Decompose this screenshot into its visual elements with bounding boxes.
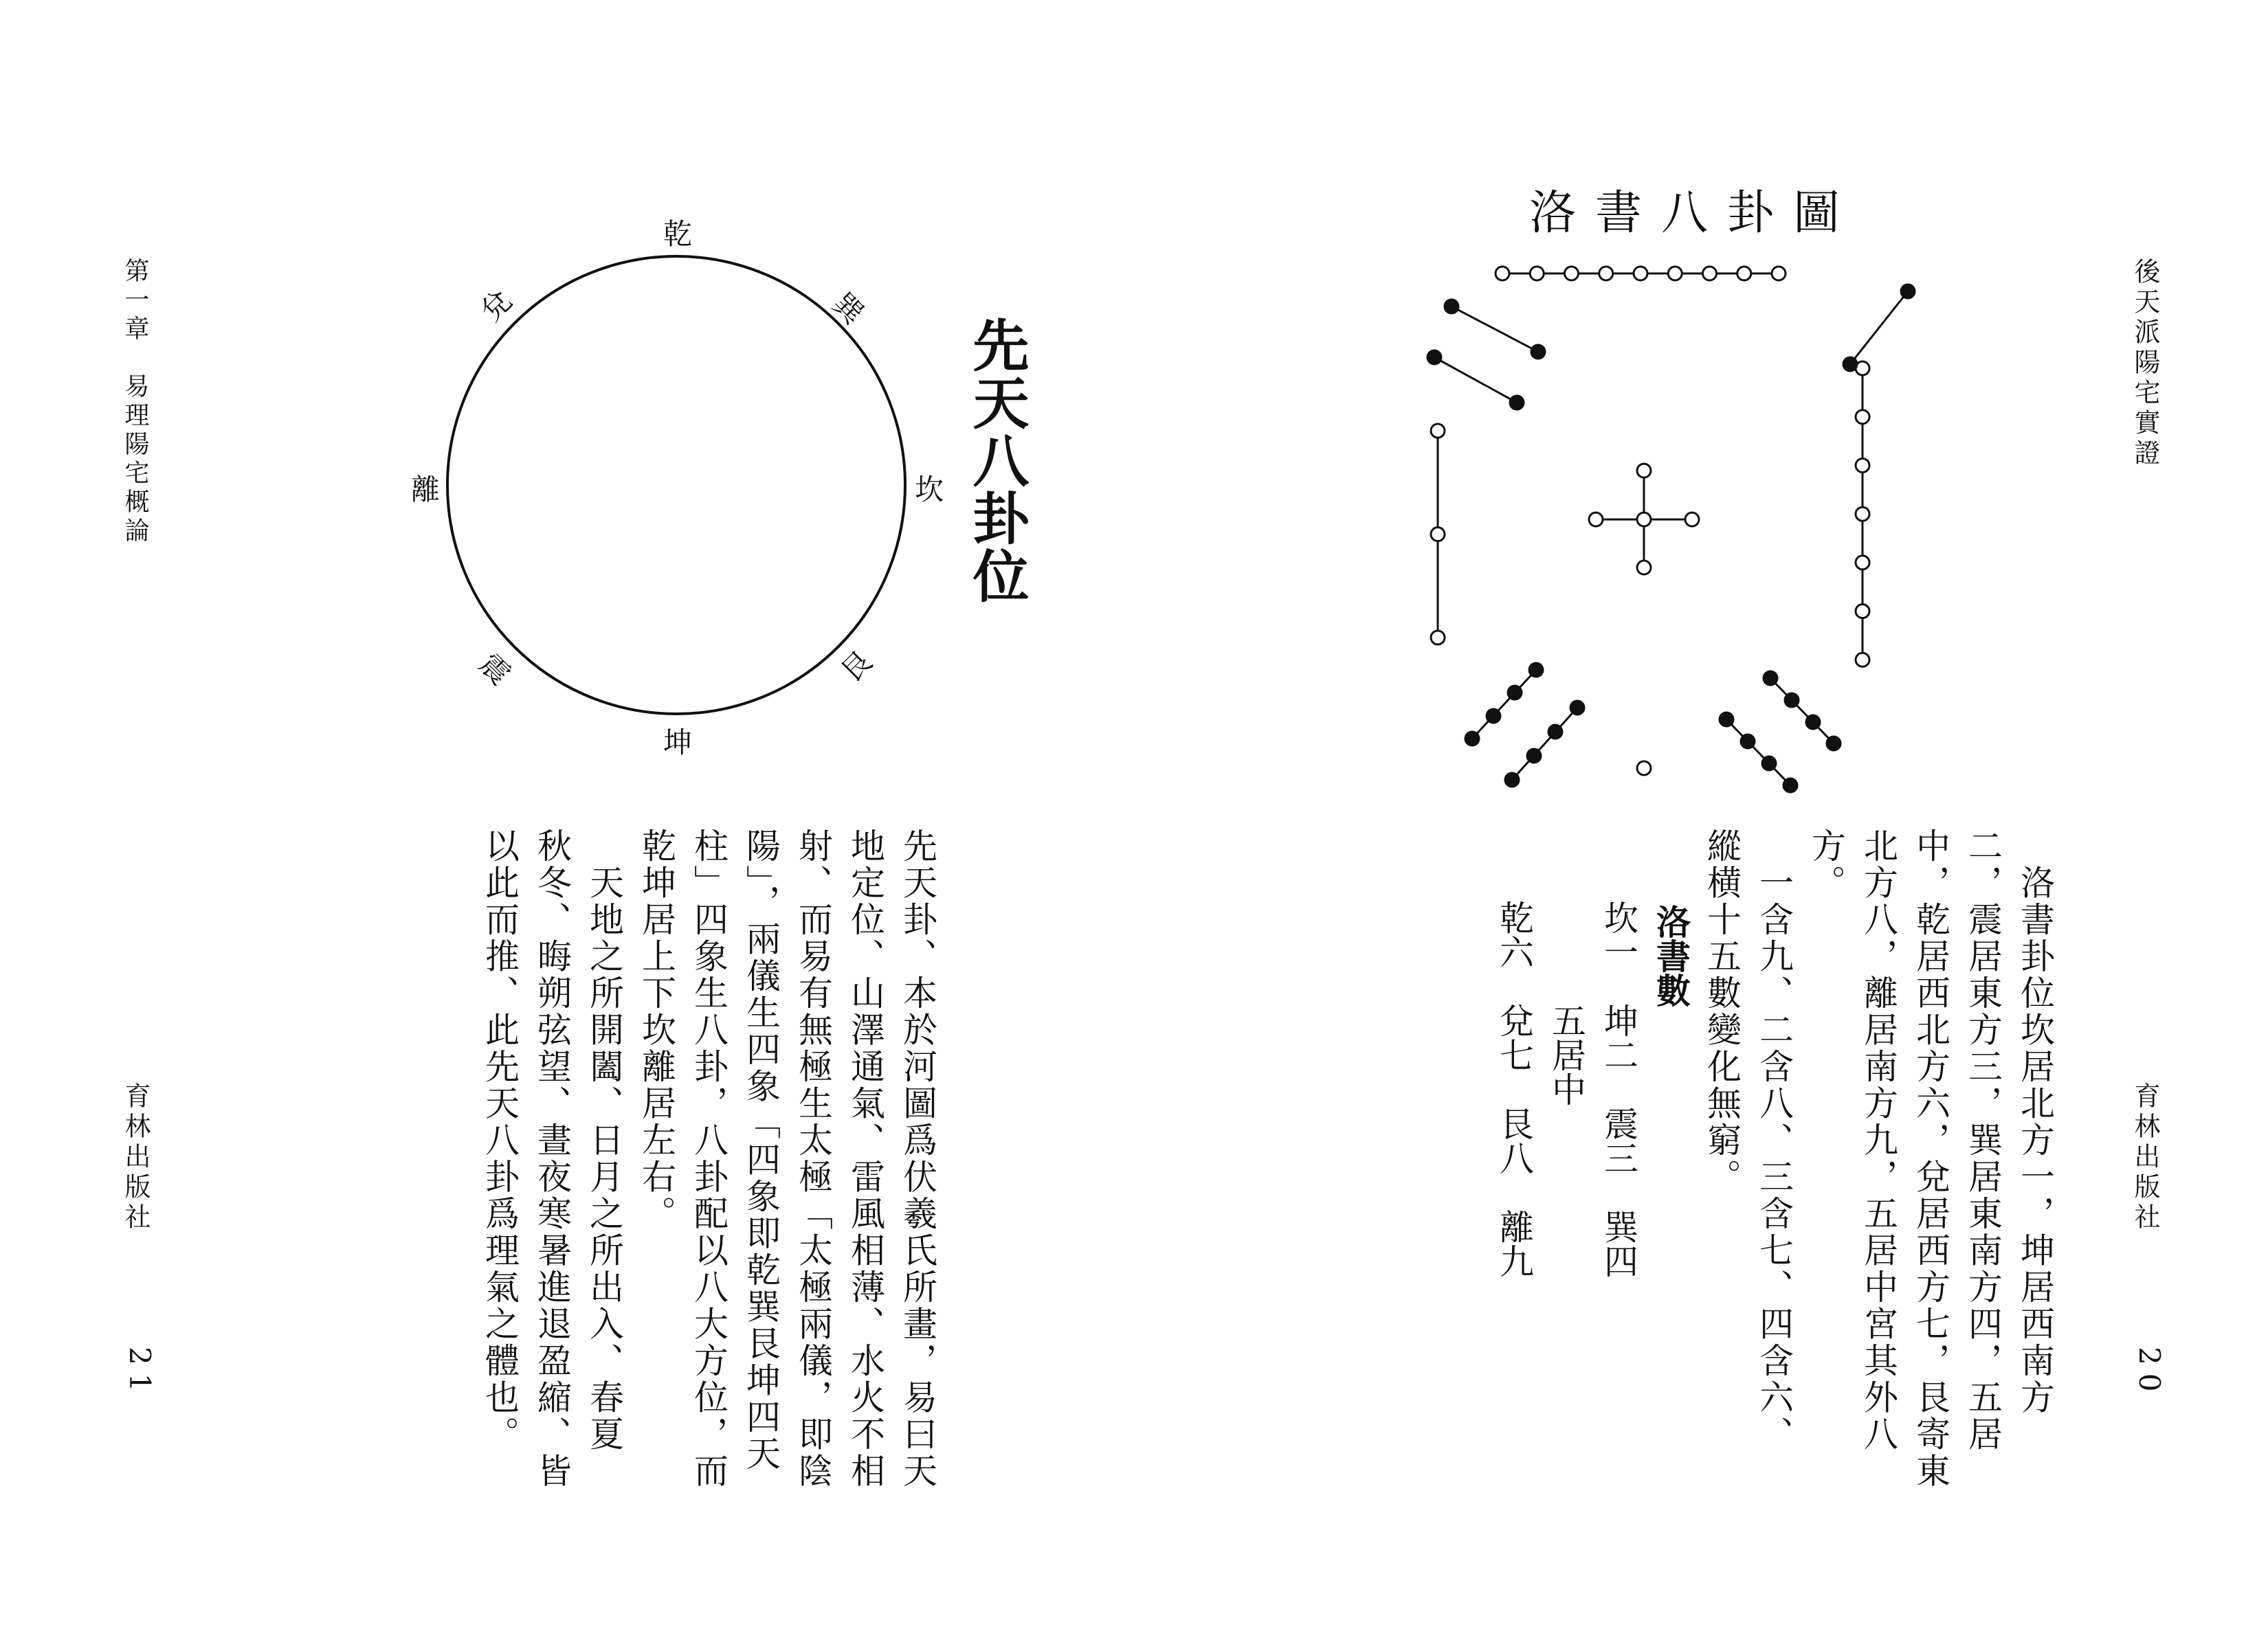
hollow-dot: [1599, 267, 1613, 280]
solid-dot: [1827, 737, 1841, 750]
trigram-gen: 艮: [832, 644, 877, 689]
text-column: 陽」，兩儀生四象「四象即乾巽艮坤四天: [741, 828, 781, 1472]
solid-dot: [1508, 686, 1522, 699]
text-column: 秋冬、晦朔弦望、晝夜寒暑進退盈縮、皆: [532, 828, 572, 1490]
right-page: [1134, 0, 2268, 1638]
hollow-dot: [1856, 605, 1869, 618]
hollow-dot: [1668, 267, 1682, 280]
luoshu-column-3: 乾六 兌七 艮八 離九: [1494, 900, 1534, 1278]
hollow-dot: [1637, 561, 1651, 574]
solid-dot: [1901, 284, 1915, 298]
book-title-header: 後天派陽宅實證: [2130, 258, 2160, 469]
solid-dot: [1427, 350, 1441, 364]
text-column: 天地之所開闔、日月之所出入、春夏: [584, 828, 624, 1453]
hollow-dot: [1530, 267, 1544, 280]
hollow-dot: [1856, 556, 1869, 570]
solid-dot: [1487, 709, 1500, 723]
text-column: 中，乾居西北方六，兌居西方七，艮寄東: [1911, 828, 1950, 1490]
hollow-dot: [1496, 267, 1509, 280]
text-column: 一含九、二含八、三含七、四含六、: [1754, 828, 1794, 1453]
luoshu-diagram: [1134, 0, 2268, 1638]
bagua-circle: [447, 256, 905, 714]
luoshu-column-1: 坎一 坤二 震三 巽四: [1599, 900, 1638, 1278]
chapter-header: 第一章 易理陽宅概論: [121, 258, 149, 546]
text-column: 方。: [1806, 828, 1846, 901]
solid-dot: [1783, 778, 1797, 792]
hollow-dot: [1856, 653, 1869, 666]
text-column: 以此而推、此先天八卦爲理氣之體也。: [480, 828, 520, 1453]
text-column: 二，震居東方三，巽居東南方四，五居: [1963, 828, 2003, 1453]
hollow-dot: [1431, 424, 1445, 438]
trigram-li: 離: [407, 474, 441, 503]
solid-dot: [1806, 715, 1820, 729]
hollow-dot: [1685, 513, 1699, 526]
solid-dot: [1720, 713, 1733, 726]
hollow-dot: [1634, 267, 1647, 280]
text-column: 縱横十五數變化無窮。: [1702, 828, 1742, 1196]
solid-dot: [1510, 396, 1524, 410]
text-column: 柱」四象生八卦，八卦配以八大方位，而: [689, 828, 729, 1490]
solid-dot: [1785, 693, 1799, 707]
solid-dot: [1465, 732, 1479, 745]
hollow-dot: [1856, 458, 1869, 472]
publisher-footer: 育林出版社: [120, 1082, 151, 1233]
text-column: 射、而易有無極生太極「太極兩儀，即陰: [793, 828, 833, 1490]
trigram-qian: 乾: [659, 218, 693, 247]
text-column: 北方八，離居南方九，五居中宮其外八: [1858, 828, 1898, 1453]
solid-dot: [1570, 701, 1584, 715]
solid-dot: [1527, 749, 1541, 763]
hollow-dot: [1737, 267, 1751, 280]
solid-dot: [1764, 671, 1777, 685]
solid-dot: [1531, 345, 1545, 359]
hollow-dot: [1703, 267, 1717, 280]
solid-dot: [1445, 300, 1458, 313]
solid-dot: [1762, 756, 1776, 770]
solid-dot: [1548, 725, 1562, 739]
solid-dot: [1505, 773, 1519, 787]
diagram-title: 洛書八卦圖: [1529, 186, 1860, 240]
luoshu-column-2: 五居中: [1546, 1003, 1586, 1106]
trigram-dui: 兌: [472, 284, 517, 328]
text-column: 地定位、山澤通氣、雷風相薄、水火不相: [845, 828, 885, 1490]
solid-dot: [1741, 734, 1755, 748]
solid-dot: [1843, 357, 1857, 371]
trigram-xun: 巽: [825, 284, 870, 329]
solid-dot: [1529, 663, 1543, 677]
hollow-dot: [1637, 464, 1651, 478]
hollow-dot: [1431, 631, 1445, 644]
hollow-dot: [1772, 267, 1786, 280]
hollow-dot: [1565, 267, 1579, 280]
text-column: 乾坤居上下坎離居左右。: [636, 828, 676, 1233]
hollow-dot: [1431, 528, 1445, 541]
page-number: 21: [123, 1347, 157, 1400]
diagram-title: 先天八卦位: [964, 316, 1029, 605]
hollow-dot: [1589, 513, 1603, 526]
hollow-dot: [1856, 410, 1869, 424]
luoshu-heading: 洛書數: [1651, 904, 1691, 1007]
text-column: 洛書卦位坎居北方一，坤居西南方: [2015, 828, 2055, 1416]
trigram-zhen: 震: [472, 645, 517, 690]
trigram-kan: 坎: [911, 474, 944, 503]
hollow-dot: [1856, 507, 1869, 521]
publisher-footer: 育林出版社: [2130, 1082, 2160, 1233]
hollow-dot: [1637, 513, 1651, 526]
text-column: 先天卦、本於河圖爲伏羲氏所畫，易曰天: [898, 828, 937, 1490]
hollow-dot: [1637, 761, 1651, 775]
trigram-kun: 坤: [659, 727, 693, 756]
page-number: 20: [2133, 1347, 2166, 1400]
